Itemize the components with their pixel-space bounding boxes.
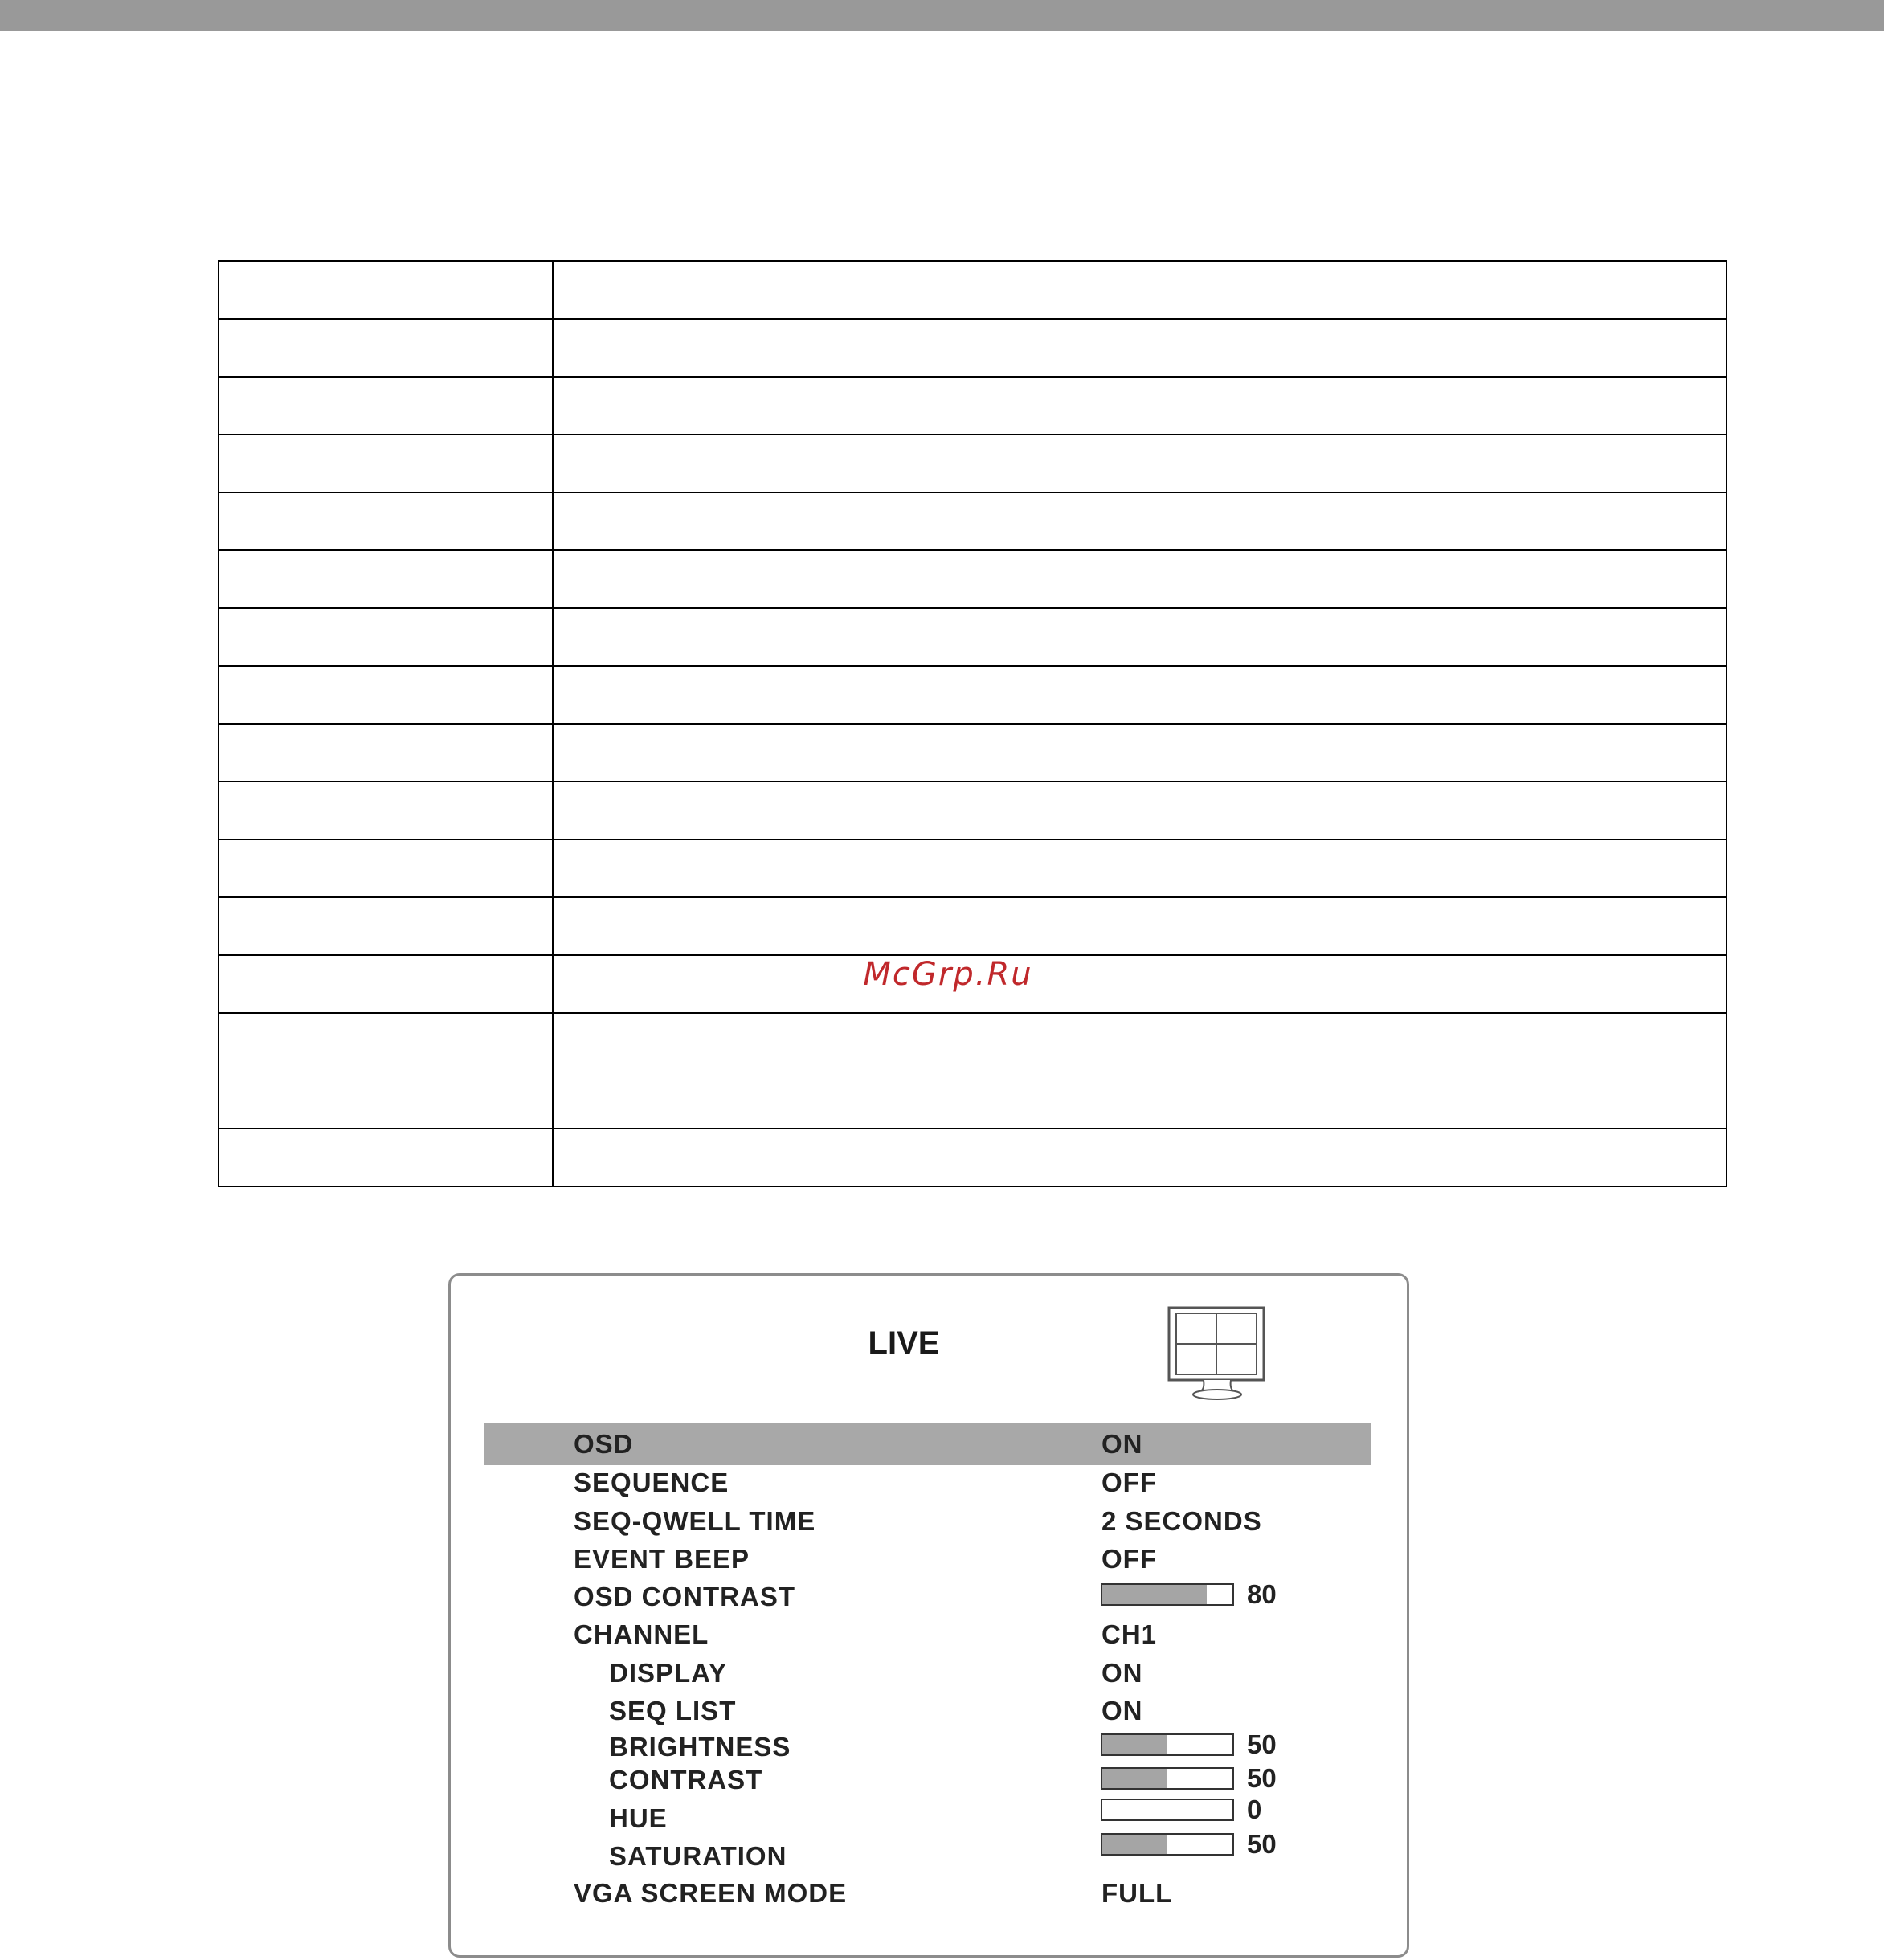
table-cell-key bbox=[219, 435, 553, 492]
table-cell-value bbox=[553, 319, 1727, 377]
table-cell-value bbox=[553, 839, 1727, 897]
osd-slider[interactable] bbox=[1101, 1767, 1234, 1790]
table-cell-key bbox=[219, 782, 553, 839]
table-cell-value bbox=[553, 492, 1727, 550]
osd-item-label: VGA SCREEN MODE bbox=[574, 1878, 848, 1908]
osd-item-label: OSD bbox=[574, 1429, 634, 1459]
table-cell-key bbox=[219, 1013, 553, 1129]
table-row bbox=[219, 1013, 1727, 1129]
table-row bbox=[219, 319, 1727, 377]
osd-item-channel[interactable] bbox=[484, 1614, 1371, 1656]
osd-slider-value: 0 bbox=[1247, 1795, 1262, 1824]
table-cell-key bbox=[219, 261, 553, 319]
osd-slider-fill bbox=[1102, 1769, 1167, 1788]
table-cell-key bbox=[219, 1129, 553, 1186]
watermark: McGrp.Ru bbox=[863, 956, 1033, 993]
osd-item-label: CONTRAST bbox=[609, 1765, 763, 1795]
osd-slider[interactable] bbox=[1101, 1583, 1234, 1606]
table-cell-key bbox=[219, 897, 553, 955]
table-cell-value bbox=[553, 897, 1727, 955]
table-cell-value bbox=[553, 608, 1727, 666]
osd-item-label: SATURATION bbox=[609, 1841, 787, 1871]
table-cell-value bbox=[553, 782, 1727, 839]
osd-item-event-beep[interactable] bbox=[484, 1538, 1371, 1580]
osd-item-label: CHANNEL bbox=[574, 1619, 709, 1649]
osd-item-value: ON bbox=[1101, 1429, 1143, 1459]
table-row bbox=[219, 261, 1727, 319]
osd-slider[interactable] bbox=[1101, 1799, 1234, 1821]
osd-item-label: BRIGHTNESS bbox=[609, 1732, 791, 1762]
osd-item-display[interactable] bbox=[484, 1652, 1371, 1694]
table-cell-key bbox=[219, 839, 553, 897]
table-row bbox=[219, 377, 1727, 435]
osd-item-osd[interactable] bbox=[484, 1423, 1371, 1465]
osd-slider-value: 50 bbox=[1247, 1829, 1277, 1859]
table-cell-key bbox=[219, 377, 553, 435]
osd-item-value: CH1 bbox=[1101, 1619, 1158, 1649]
table-cell-key bbox=[219, 608, 553, 666]
table-cell-value bbox=[553, 550, 1727, 608]
osd-item-contrast[interactable] bbox=[484, 1759, 1371, 1801]
table-cell-key bbox=[219, 724, 553, 782]
osd-item-sequence[interactable] bbox=[484, 1462, 1371, 1504]
table-row bbox=[219, 550, 1727, 608]
table-cell-value bbox=[553, 955, 1727, 1013]
table-row bbox=[219, 435, 1727, 492]
osd-title: LIVE bbox=[868, 1325, 940, 1361]
table-row bbox=[219, 782, 1727, 839]
table-cell-key bbox=[219, 550, 553, 608]
table-cell-key bbox=[219, 955, 553, 1013]
osd-item-label: HUE bbox=[609, 1803, 668, 1833]
osd-item-saturation[interactable] bbox=[484, 1835, 1371, 1877]
osd-item-value: ON bbox=[1101, 1658, 1143, 1688]
table-cell-value bbox=[553, 666, 1727, 724]
table-cell-value bbox=[553, 1129, 1727, 1186]
osd-item-vga-screen-mode[interactable] bbox=[484, 1872, 1371, 1914]
osd-slider[interactable] bbox=[1101, 1733, 1234, 1756]
table-row bbox=[219, 492, 1727, 550]
osd-slider-value: 50 bbox=[1247, 1763, 1277, 1793]
osd-item-label: OSD CONTRAST bbox=[574, 1582, 795, 1611]
table-row bbox=[219, 897, 1727, 955]
table-cell-value bbox=[553, 724, 1727, 782]
osd-item-label: SEQ LIST bbox=[609, 1696, 737, 1725]
table-row bbox=[219, 666, 1727, 724]
table-cell-value bbox=[553, 1013, 1727, 1129]
table-row bbox=[219, 608, 1727, 666]
table-cell-value bbox=[553, 261, 1727, 319]
osd-slider-fill bbox=[1102, 1735, 1167, 1754]
table-cell-value bbox=[553, 377, 1727, 435]
spec-table bbox=[218, 260, 1727, 1187]
table-row bbox=[219, 1129, 1727, 1186]
osd-slider-value: 80 bbox=[1247, 1579, 1277, 1609]
osd-item-label: SEQ-QWELL TIME bbox=[574, 1506, 816, 1536]
osd-slider-value: 50 bbox=[1247, 1729, 1277, 1759]
table-row bbox=[219, 839, 1727, 897]
osd-item-value: 2 SECONDS bbox=[1101, 1506, 1262, 1536]
osd-item-label: DISPLAY bbox=[609, 1658, 727, 1688]
osd-item-seq-qwell-time[interactable] bbox=[484, 1501, 1371, 1542]
monitor-quad-icon bbox=[1167, 1305, 1268, 1402]
osd-item-osd-contrast[interactable] bbox=[484, 1576, 1371, 1618]
table-cell-key bbox=[219, 319, 553, 377]
osd-item-value: ON bbox=[1101, 1696, 1143, 1725]
osd-slider-fill bbox=[1102, 1835, 1167, 1854]
osd-item-value: OFF bbox=[1101, 1544, 1157, 1574]
table-cell-key bbox=[219, 666, 553, 724]
osd-item-value: OFF bbox=[1101, 1468, 1157, 1497]
osd-slider-fill bbox=[1102, 1585, 1207, 1604]
osd-slider[interactable] bbox=[1101, 1833, 1234, 1856]
top-bar bbox=[0, 0, 1884, 31]
osd-item-hue[interactable] bbox=[484, 1798, 1371, 1840]
osd-item-label: SEQUENCE bbox=[574, 1468, 729, 1497]
osd-item-label: EVENT BEEP bbox=[574, 1544, 750, 1574]
table-row bbox=[219, 724, 1727, 782]
table-cell-value bbox=[553, 435, 1727, 492]
table-cell-key bbox=[219, 492, 553, 550]
osd-item-value: FULL bbox=[1101, 1878, 1173, 1908]
